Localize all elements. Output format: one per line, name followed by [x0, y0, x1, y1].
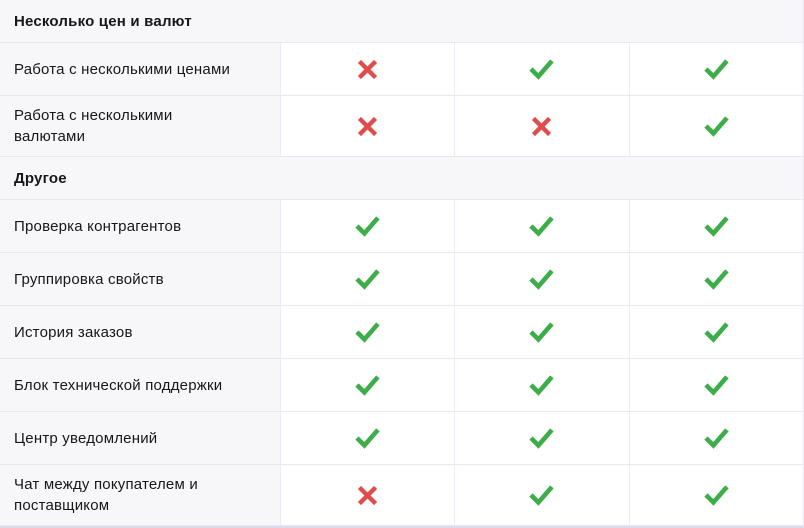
check-icon	[529, 269, 554, 290]
feature-value-cell-plan-3	[629, 253, 803, 306]
check-icon	[529, 485, 554, 506]
check-icon	[704, 485, 729, 506]
feature-value-cell-plan-1	[280, 96, 454, 157]
value-icon-wrap	[529, 269, 554, 290]
cross-icon	[357, 485, 378, 506]
feature-label: Блок технической поддержки	[14, 376, 223, 394]
value-icon-wrap	[529, 485, 554, 506]
check-icon	[529, 322, 554, 343]
value-icon-wrap	[529, 322, 554, 343]
value-icon-wrap	[704, 59, 729, 80]
feature-value-cell-plan-3	[629, 465, 803, 526]
feature-label: Работа с несколькими валютами	[14, 107, 173, 145]
value-icon-wrap	[704, 216, 729, 237]
section-title: Другое	[14, 169, 67, 187]
value-icon-wrap	[355, 428, 380, 449]
check-icon	[355, 322, 380, 343]
check-icon	[355, 216, 380, 237]
check-icon	[704, 375, 729, 396]
check-icon	[704, 116, 729, 137]
feature-value-cell-plan-2	[454, 96, 628, 157]
feature-label: Центр уведомлений	[14, 429, 158, 447]
feature-value-cell-plan-3	[629, 96, 803, 157]
cross-icon	[357, 59, 378, 80]
value-icon-wrap	[704, 116, 729, 137]
check-icon	[529, 375, 554, 396]
value-icon-wrap	[357, 116, 378, 137]
feature-label-cell	[0, 43, 280, 96]
value-icon-wrap	[704, 375, 729, 396]
feature-value-cell-plan-2	[454, 306, 628, 359]
check-icon	[355, 375, 380, 396]
feature-label-cell	[0, 253, 280, 306]
cross-icon	[531, 116, 552, 137]
feature-value-cell-plan-1	[280, 465, 454, 526]
value-icon-wrap	[529, 59, 554, 80]
section-header	[0, 0, 803, 43]
check-icon	[355, 269, 380, 290]
value-icon-wrap	[357, 485, 378, 506]
feature-value-cell-plan-1	[280, 253, 454, 306]
feature-value-cell-plan-1	[280, 306, 454, 359]
feature-value-cell-plan-1	[280, 200, 454, 253]
feature-value-cell-plan-2	[454, 412, 628, 465]
feature-label-cell	[0, 465, 280, 526]
check-icon	[529, 59, 554, 80]
feature-label-cell	[0, 306, 280, 359]
value-icon-wrap	[355, 375, 380, 396]
feature-value-cell-plan-3	[629, 306, 803, 359]
feature-label: Группировка свойств	[14, 270, 164, 288]
section-header	[0, 157, 803, 200]
feature-value-cell-plan-1	[280, 43, 454, 96]
feature-value-cell-plan-2	[454, 359, 628, 412]
feature-value-cell-plan-2	[454, 253, 628, 306]
check-icon	[355, 428, 380, 449]
feature-value-cell-plan-2	[454, 200, 628, 253]
feature-label-cell	[0, 200, 280, 253]
feature-label: История заказов	[14, 323, 133, 341]
value-icon-wrap	[355, 216, 380, 237]
feature-label-cell	[0, 359, 280, 412]
value-icon-wrap	[355, 269, 380, 290]
feature-value-cell-plan-1	[280, 412, 454, 465]
value-icon-wrap	[531, 116, 552, 137]
feature-value-cell-plan-3	[629, 412, 803, 465]
value-icon-wrap	[529, 216, 554, 237]
feature-value-cell-plan-2	[454, 465, 628, 526]
check-icon	[704, 59, 729, 80]
feature-label-cell	[0, 96, 280, 157]
check-icon	[529, 428, 554, 449]
feature-label: Работа с несколькими ценами	[14, 60, 231, 78]
value-icon-wrap	[704, 485, 729, 506]
feature-value-cell-plan-2	[454, 43, 628, 96]
feature-value-cell-plan-3	[629, 200, 803, 253]
value-icon-wrap	[704, 428, 729, 449]
value-icon-wrap	[529, 428, 554, 449]
check-icon	[704, 322, 729, 343]
feature-label-cell	[0, 412, 280, 465]
check-icon	[704, 269, 729, 290]
feature-value-cell-plan-3	[629, 359, 803, 412]
section-title: Несколько цен и валют	[14, 12, 192, 30]
check-icon	[704, 216, 729, 237]
feature-value-cell-plan-3	[629, 43, 803, 96]
check-icon	[529, 216, 554, 237]
value-icon-wrap	[704, 269, 729, 290]
feature-value-cell-plan-1	[280, 359, 454, 412]
value-icon-wrap	[529, 375, 554, 396]
value-icon-wrap	[704, 322, 729, 343]
feature-label: Проверка контрагентов	[14, 217, 182, 235]
cross-icon	[357, 116, 378, 137]
feature-label: Чат между покупателем и поставщиком	[14, 476, 198, 514]
check-icon	[704, 428, 729, 449]
value-icon-wrap	[357, 59, 378, 80]
value-icon-wrap	[355, 322, 380, 343]
